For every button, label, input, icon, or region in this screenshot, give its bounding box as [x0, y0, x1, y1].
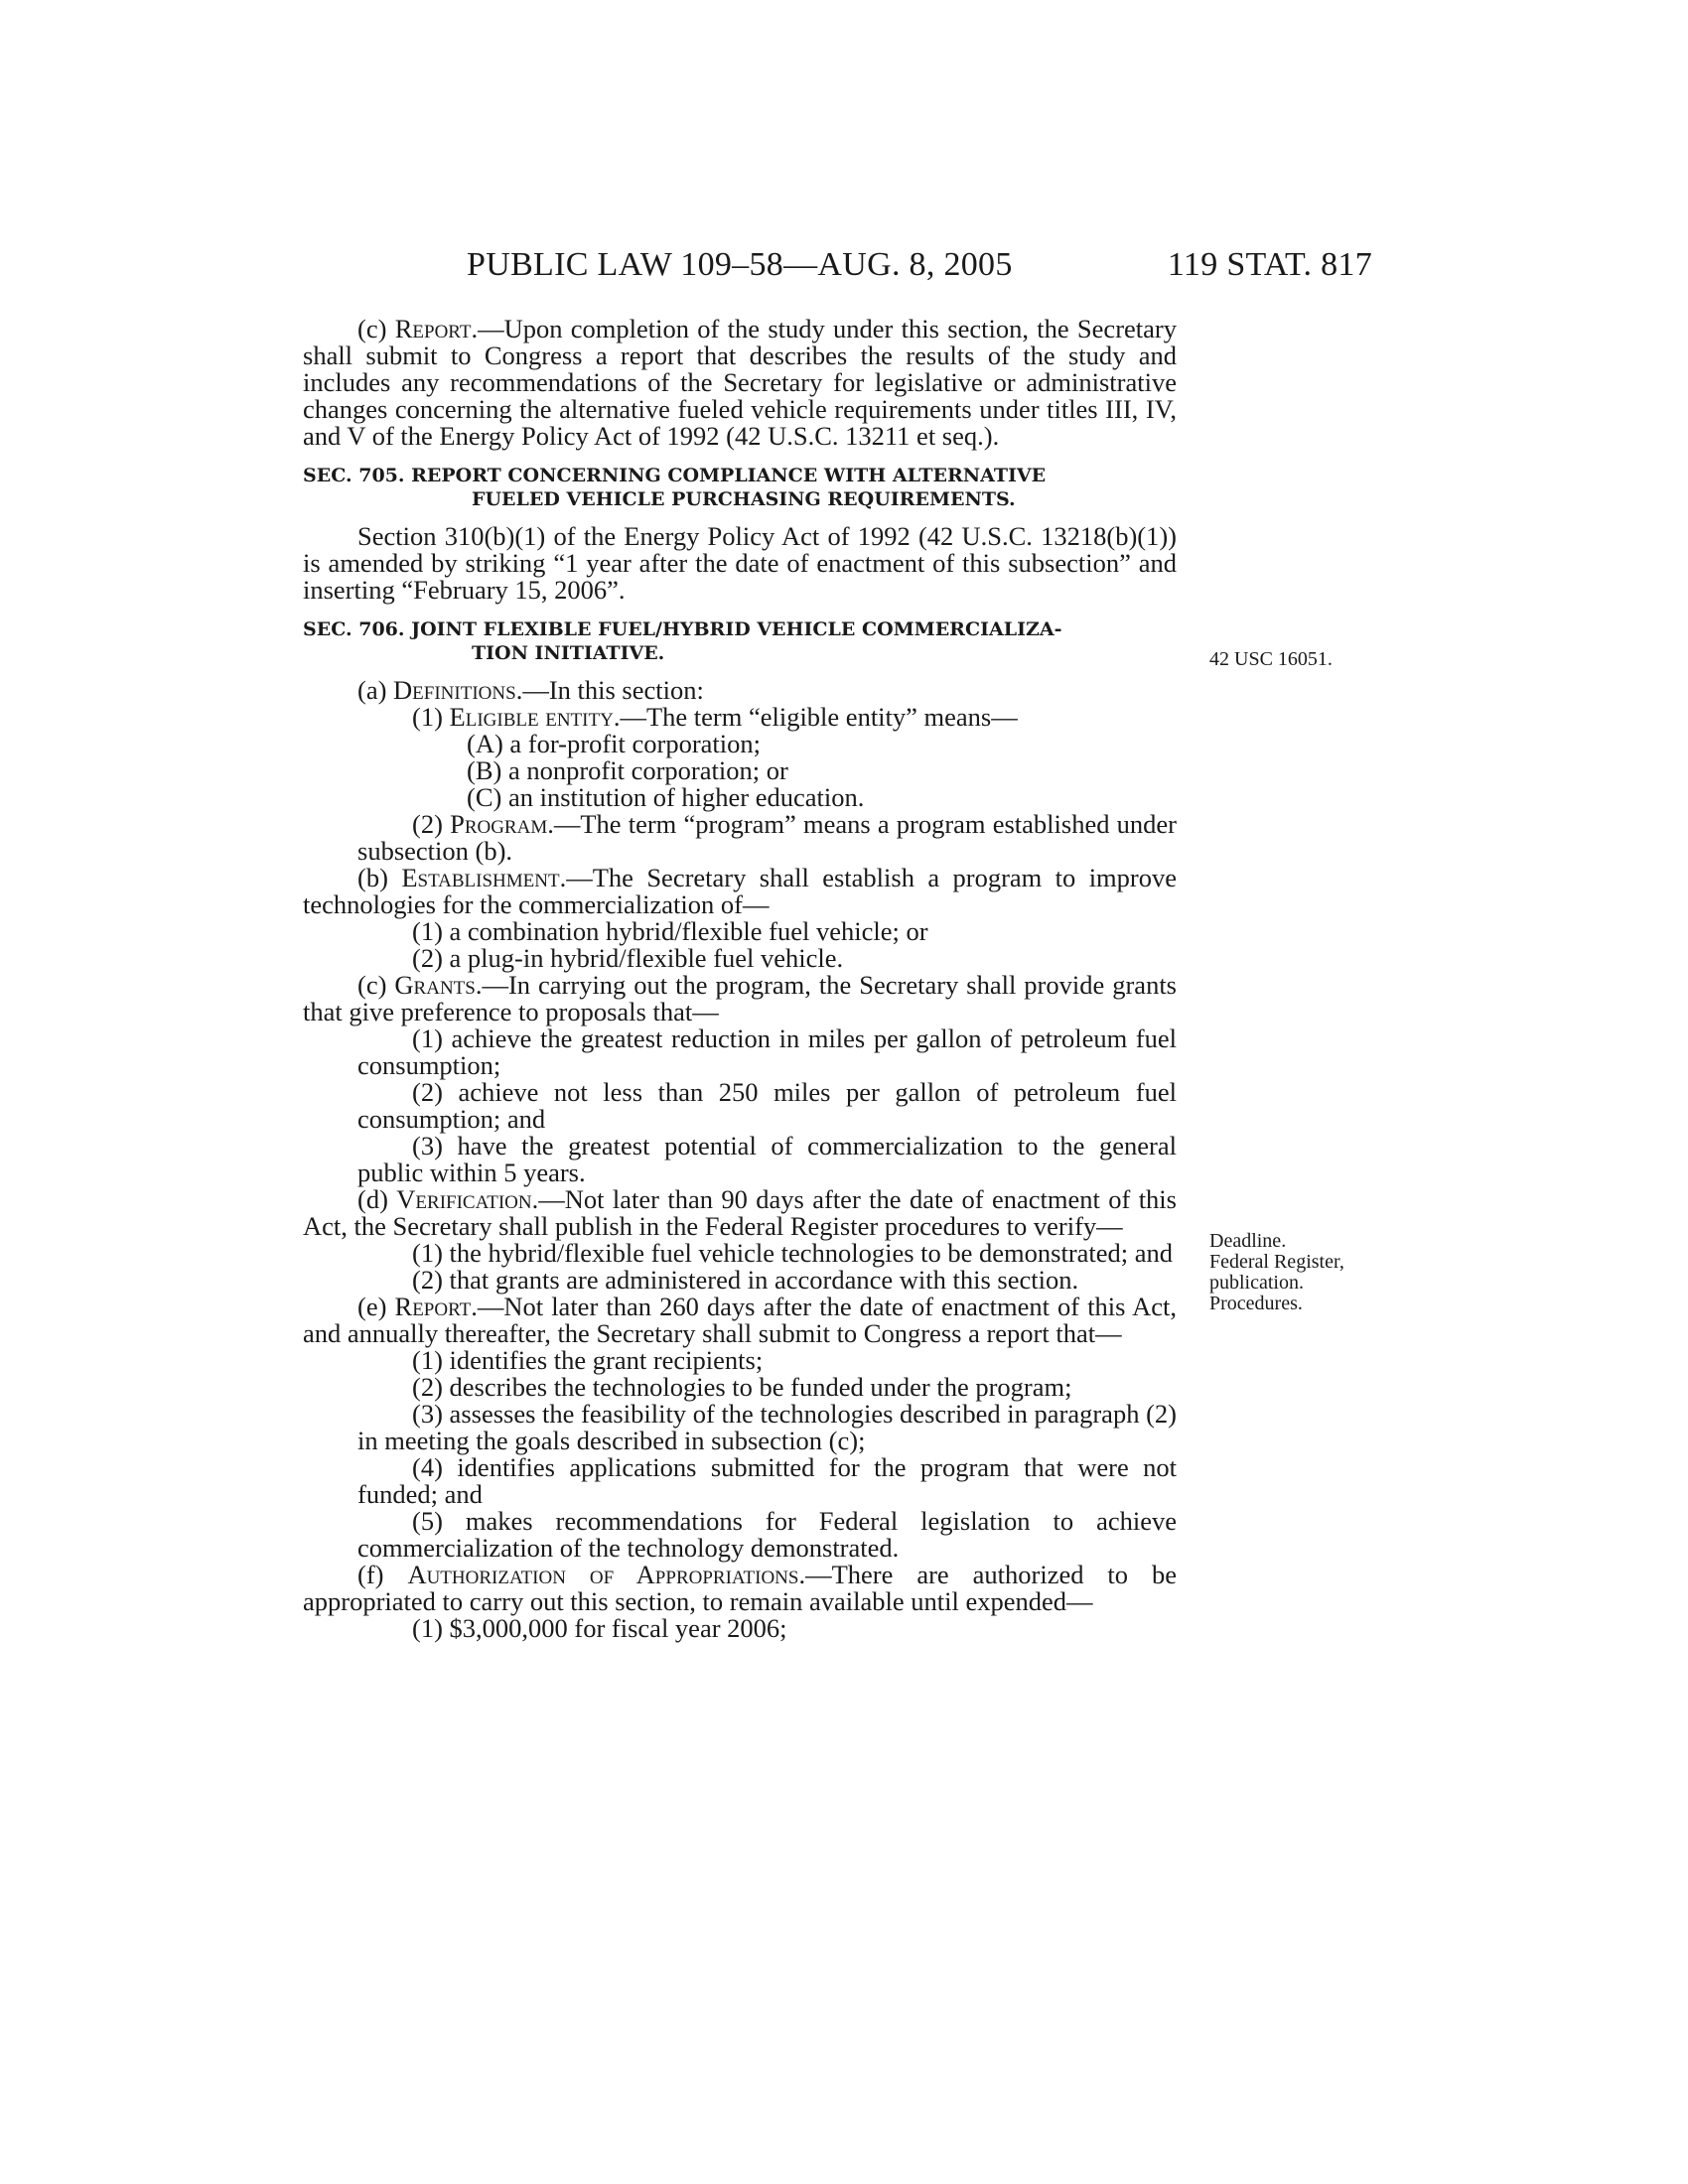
paragraph-heading: Eligible entity	[449, 702, 614, 732]
paragraph-verification	[303, 1186, 1177, 1240]
paragraph-text: .—The term “eligible entity” means—	[613, 702, 1018, 732]
paragraph-label: (d)	[357, 1184, 397, 1214]
margin-note-line: Federal Register,	[1209, 1251, 1344, 1273]
paragraph-label: (1)	[412, 702, 450, 732]
paragraph-heading: Report	[394, 314, 472, 343]
paragraph-definitions	[303, 677, 1177, 704]
section-heading-line: SEC. 706. JOINT FLEXIBLE FUEL/HYBRID VEHICLE COMMERCIALIZA-	[303, 618, 1062, 640]
paragraph-text: .—In this section:	[515, 675, 704, 705]
paragraph-label: (c)	[357, 970, 395, 1000]
paragraph-text: .—In carrying out the program, the Secretary shall provide grants that give preference to proposals that—	[303, 970, 1177, 1026]
paragraph-heading: Verification	[396, 1184, 532, 1214]
paragraph-label: (b)	[357, 863, 402, 892]
page-header-title: PUBLIC LAW 109–58—AUG. 8, 2005	[467, 246, 1013, 283]
paragraph-heading: Report	[394, 1292, 472, 1321]
section-heading-line: FUELED VEHICLE PURCHASING REQUIREMENTS.	[472, 488, 1016, 510]
document-body	[303, 316, 1177, 1642]
list-item: (A) a for-profit corporation;	[467, 729, 762, 758]
paragraph-heading: Establishment	[401, 863, 560, 892]
paragraph-appropriations	[303, 1562, 1177, 1615]
paragraph-grants	[303, 972, 1177, 1025]
list-item: (1) achieve the greatest reduction in miles per gallon of petroleum fuel consumption;	[357, 1024, 1177, 1080]
paragraph-text: .—There are authorized to be appropriated to carry out this section, to remain available until expended—	[303, 1560, 1177, 1616]
section-heading-705	[303, 464, 1177, 511]
list-item: (2) achieve not less than 250 miles per gallon of petroleum fuel consumption; and	[357, 1077, 1177, 1134]
page-header-stat: 119 STAT. 817	[1167, 246, 1372, 283]
list-item: (2) that grants are administered in accordance with this section.	[412, 1265, 1079, 1295]
list-item: (3) have the greatest potential of commercialization to the general public within 5 years.	[357, 1131, 1177, 1187]
paragraph-label: (c)	[357, 314, 395, 343]
margin-note-line: Procedures.	[1209, 1293, 1303, 1314]
paragraph-heading: Program	[450, 809, 548, 839]
list-item: (4) identifies applications submitted for the program that were not funded; and	[357, 1452, 1177, 1509]
paragraph-heading: Definitions	[393, 675, 516, 705]
paragraph-label: (e)	[357, 1292, 395, 1321]
list-item: (2) a plug-in hybrid/flexible fuel vehicle.	[412, 943, 844, 973]
paragraph-heading: Authorization of Appropriations	[407, 1560, 799, 1589]
list-item: (B) a nonprofit corporation; or	[467, 755, 788, 785]
list-item: (1) $3,000,000 for fiscal year 2006;	[412, 1613, 787, 1643]
paragraph-eligible-entity	[303, 704, 1177, 731]
list-item: (3) assesses the feasibility of the technologies described in paragraph (2) in meeting the goals described in subsection (c);	[357, 1399, 1177, 1455]
margin-note-deadline	[1209, 1231, 1388, 1314]
paragraph-text: .—The Secretary shall establish a program to improve technologies for the commercialization of—	[303, 863, 1178, 919]
section-heading-line: SEC. 705. REPORT CONCERNING COMPLIANCE WITH ALTERNATIVE	[303, 465, 1047, 486]
paragraph-text: .—Not later than 260 days after the date of enactment of this Act, and annually thereafter, the Secretary shall submit to Congress a report that—	[303, 1292, 1177, 1348]
paragraph-text: .—The term “program” means a program established under subsection (b).	[357, 809, 1177, 866]
paragraph-establishment	[303, 865, 1177, 918]
paragraph-text: .—Not later than 90 days after the date of enactment of this Act, the Secretary shall publish in the Federal Register procedures to verify—	[303, 1184, 1177, 1241]
margin-note-line: Deadline.	[1209, 1230, 1287, 1252]
paragraph-sec705: Section 310(b)(1) of the Energy Policy Act of 1992 (42 U.S.C. 13218(b)(1)) is amended by striking “1 year after the date of enactment of this subsection” and inserting “February 15, 2006”.	[303, 521, 1177, 605]
list-item: (5) makes recommendations for Federal legislation to achieve commercialization of the technology demonstrated.	[357, 1506, 1177, 1563]
margin-note-usc: 42 USC 16051.	[1209, 648, 1333, 670]
list-item: (C) an institution of higher education.	[467, 782, 865, 812]
paragraph-label: (a)	[357, 675, 394, 705]
paragraph-label: (2)	[412, 809, 451, 839]
paragraph-program	[303, 811, 1177, 865]
margin-note-line: publication.	[1209, 1272, 1304, 1294]
paragraph-heading: Grants	[394, 970, 476, 1000]
paragraph-text: .—Upon completion of the study under this section, the Secretary shall submit to Congress a report that describes the results of the study and includes any recommendations of the Secretary for legislative or administrative changes concerning the alternative fueled vehicle requirements under titles III, IV, and V of the Energy Policy Act of 1992 (42 U.S.C. 13211 et seq.).	[303, 314, 1177, 451]
paragraph-report-e	[303, 1294, 1177, 1347]
paragraph-label: (f)	[357, 1560, 408, 1589]
section-heading-706	[303, 617, 1177, 665]
paragraph-report-c	[303, 316, 1177, 450]
list-item: (1) the hybrid/flexible fuel vehicle technologies to be demonstrated; and	[412, 1238, 1174, 1268]
list-item: (1) identifies the grant recipients;	[412, 1345, 764, 1375]
list-item: (1) a combination hybrid/flexible fuel vehicle; or	[412, 916, 928, 946]
list-item: (2) describes the technologies to be funded under the program;	[412, 1372, 1072, 1402]
section-heading-line: TION INITIATIVE.	[472, 642, 665, 664]
